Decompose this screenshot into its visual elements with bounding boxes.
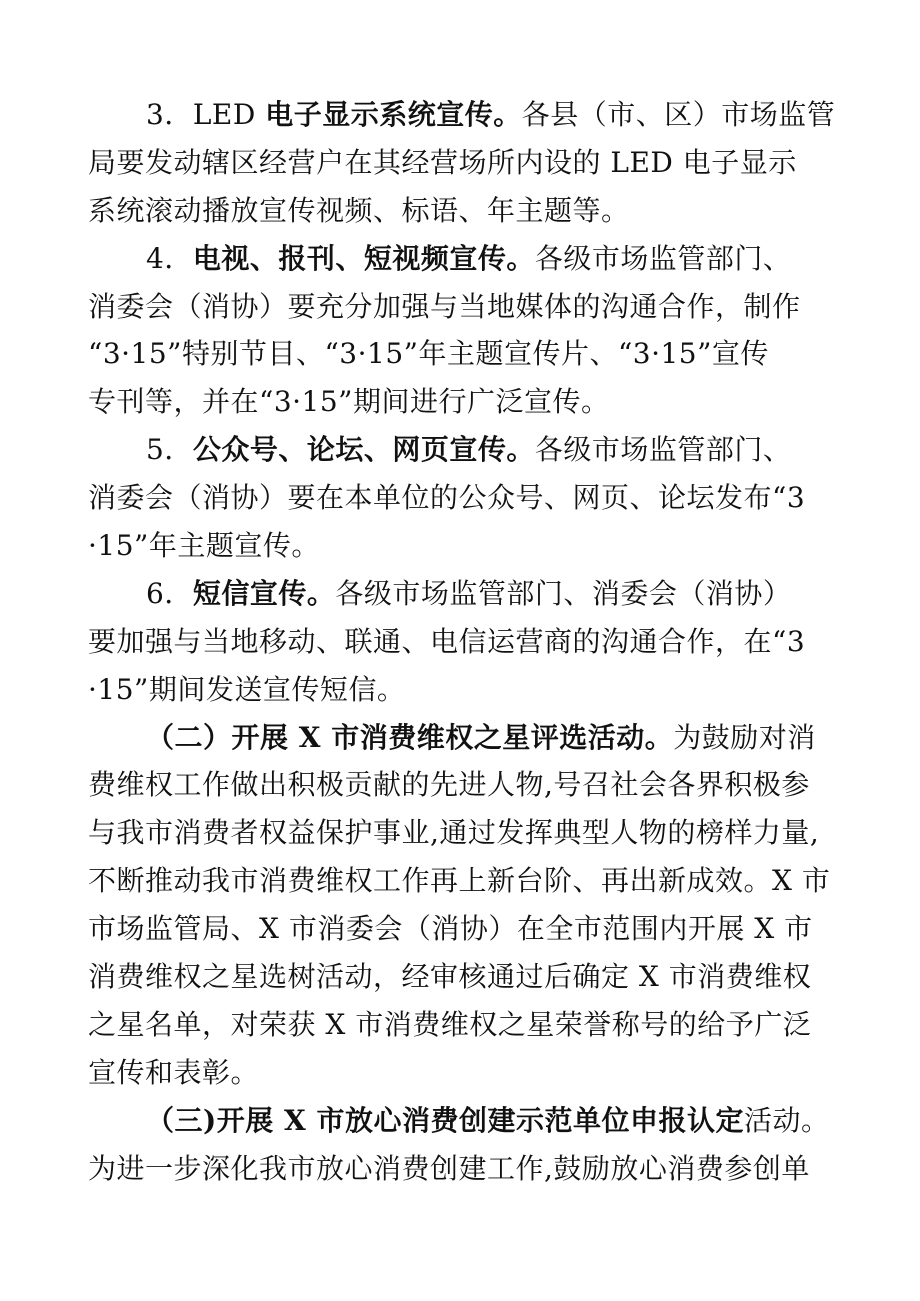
body-text: 专刊等，并在“3·15”期间进行广泛宣传。: [88, 385, 610, 419]
body-text: 消委会（消协）要充分加强与当地媒体的沟通合作，制作: [88, 289, 801, 323]
text-line: [88, 905, 848, 953]
body-text: 宣传和表彰。: [88, 1055, 260, 1089]
body-text: 市场监管局、X 市消委会（消协）在全市范围内开展 X 市: [88, 912, 813, 946]
body-text: 各级市场监管部门、: [534, 433, 792, 467]
body-text: 消费维权之星选树活动，经审核通过后确定 X 市消费维权: [88, 960, 812, 994]
body-text: 为鼓励对消: [673, 720, 816, 754]
text-line: [88, 809, 848, 857]
body-text: 5．: [146, 433, 193, 467]
paragraph: [88, 714, 848, 1097]
body-text: 消委会（消协）要在本单位的公众号、网页、论坛发布“3: [88, 481, 806, 515]
body-text: 之星名单，对荣获 X 市消费维权之星荣誉称号的给予广泛: [88, 1007, 812, 1041]
body-text: 费维权工作做出积极贡献的先进人物,号召社会各界积极参: [88, 768, 810, 802]
text-line: [88, 1145, 848, 1193]
text-line: [88, 187, 848, 235]
text-line: [88, 1097, 848, 1145]
body-text: 3．LED: [146, 98, 266, 131]
body-text: 4．: [146, 241, 193, 275]
text-line: [88, 91, 848, 139]
body-text: 各级市场监管部门、: [534, 241, 792, 275]
bold-heading-text: 电视、报刊、短视频宣传。: [192, 241, 535, 275]
text-line: [88, 953, 848, 1001]
text-line: [88, 330, 848, 378]
bold-heading-text: 电子显示系统宣传。: [265, 98, 522, 131]
body-text: ·15”年主题宣传。: [88, 529, 320, 563]
text-line: [88, 283, 848, 331]
text-line: [88, 474, 848, 522]
body-text: 各级市场监管部门、消委会（消协）: [335, 576, 792, 610]
body-text: 活动。: [743, 1103, 830, 1137]
body-text: 为进一步深化我市放心消费创建工作,鼓励放心消费参创单: [88, 1151, 810, 1185]
paragraph: [88, 235, 848, 427]
body-text: 要加强与当地移动、联通、电信运营商的沟通合作，在“3: [88, 624, 806, 658]
body-text: ·15”期间发送宣传短信。: [88, 672, 406, 706]
bold-heading-text: （三)开展 X 市放心消费创建示范单位申报认定: [146, 1103, 744, 1137]
document-body: [88, 91, 848, 1192]
text-line: [88, 1049, 848, 1097]
bold-heading-text: 短信宣传。: [192, 576, 336, 610]
body-text: 与我市消费者权益保护事业,通过发挥典型人物的榜样力量,: [88, 816, 820, 850]
text-line: [88, 714, 848, 762]
text-line: [88, 761, 848, 809]
paragraph: [88, 426, 848, 570]
text-line: [88, 139, 848, 187]
text-line: [88, 426, 848, 474]
text-line: [88, 857, 848, 905]
body-text: 6．: [146, 576, 193, 610]
body-text: “3·15”特别节目、“3·15”年主题宣传片、“3·15”宣传: [88, 337, 769, 371]
text-line: [88, 618, 848, 666]
paragraph: [88, 1097, 848, 1193]
text-line: [88, 570, 848, 618]
bold-heading-text: 公众号、论坛、网页宣传。: [192, 433, 535, 467]
body-text: 系统滚动播放宣传视频、标语、年主题等。: [88, 193, 630, 227]
text-line: [88, 1001, 848, 1049]
body-text: 各县（市、区）市场监管: [521, 98, 836, 131]
paragraph: [88, 91, 848, 235]
paragraph: [88, 570, 848, 714]
text-line: [88, 235, 848, 283]
text-line: [88, 666, 848, 714]
text-line: [88, 378, 848, 426]
body-text: 不断推动我市消费维权工作再上新台阶、再出新成效。X 市: [88, 864, 831, 898]
bold-heading-text: （二）开展 X 市消费维权之星评选活动。: [146, 720, 674, 754]
text-line: [88, 522, 848, 570]
body-text: 局要发动辖区经营户在其经营场所内设的 LED 电子显示: [88, 145, 797, 179]
